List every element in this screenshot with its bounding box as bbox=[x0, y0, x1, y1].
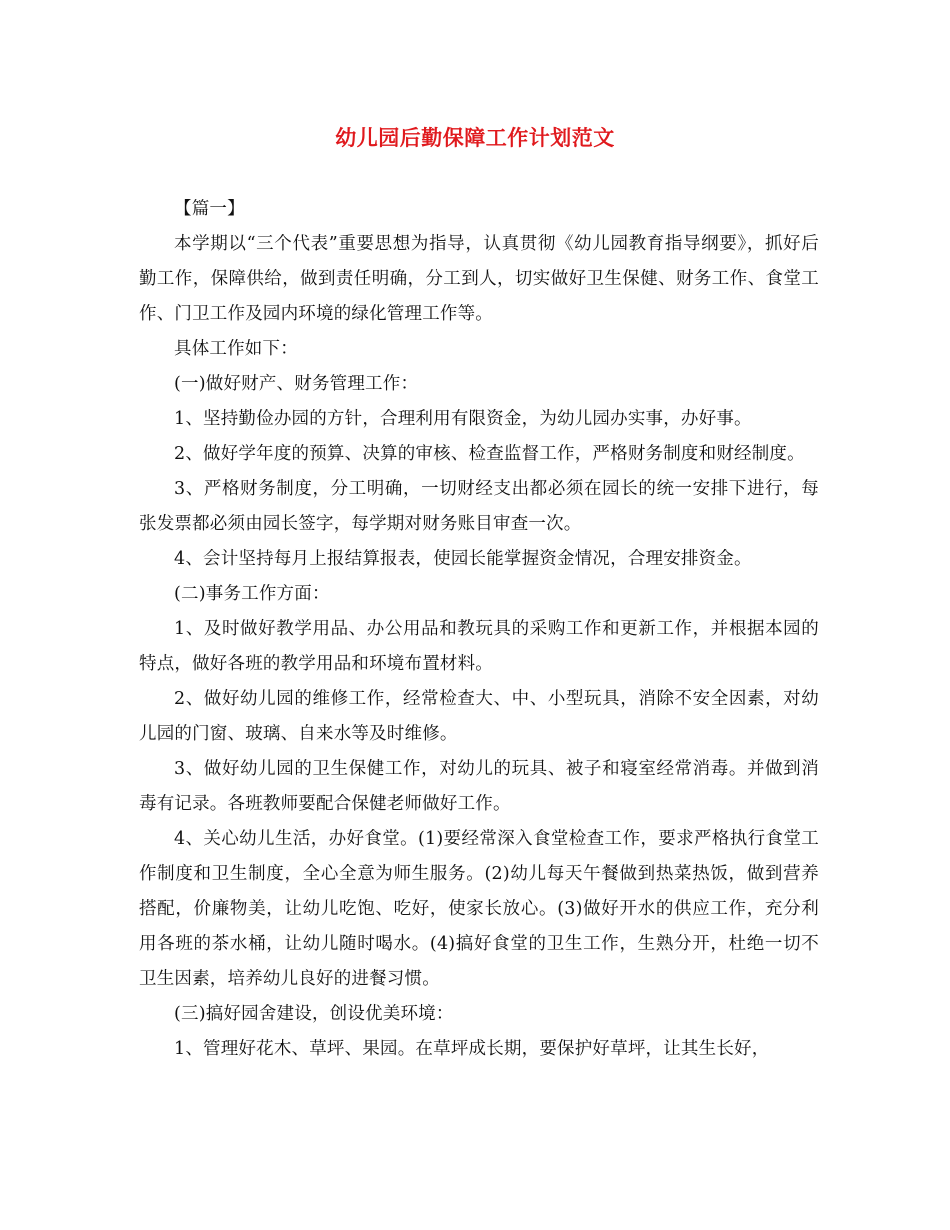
subsection-heading: (二)事务工作方面： bbox=[174, 584, 330, 604]
list-item: 4、关心幼儿生活，办好食堂。(1)要经常深入食堂检查工作，要求严格执行食堂工作制度和卫生制度，全心全意为师生服务。(2)幼儿每天午餐做到热菜热饭，做到营养搭配，价廉物美，让幼儿吃饱、吃好，使家长放心。(3)做好开水的供应工作，充分利用各班的茶水桶，让幼儿随时喝水。(4)搞好食堂的卫生工作，生熟分开，杜绝一切不卫生因素，培养幼儿良好的进餐习惯。 bbox=[139, 829, 819, 989]
list-item: 1、坚持勤俭办园的方针，合理利用有限资金，为幼儿园办实事，办好事。 bbox=[174, 409, 752, 429]
document-title: 幼儿园后勤保障工作计划范文 bbox=[335, 125, 615, 150]
list-item: 1、及时做好教学用品、办公用品和教玩具的采购工作和更新工作，并根据本园的特点，做好各班的教学用品和环境布置材料。 bbox=[139, 619, 819, 674]
list-item: 3、严格财务制度，分工明确，一切财经支出都必须在园长的统一安排下进行，每张发票都必须由园长签字，每学期对财务账目审查一次。 bbox=[139, 479, 819, 534]
list-item: 2、做好学年度的预算、决算的审核、检查监督工作，严格财务制度和财经制度。 bbox=[174, 444, 805, 464]
paragraph: 本学期以“三个代表”重要思想为指导，认真贯彻《幼儿园教育指导纲要》，抓好后勤工作，保障供给，做到责任明确，分工到人，切实做好卫生保健、财务工作、食堂工作、门卫工作及园内环境的绿化管理工作等。 bbox=[139, 234, 819, 324]
document-body bbox=[139, 192, 819, 1067]
section-heading: 【篇一】 bbox=[174, 199, 245, 219]
list-item: 2、做好幼儿园的维修工作，经常检查大、中、小型玩具，消除不安全因素，对幼儿园的门窗、玻璃、自来水等及时维修。 bbox=[139, 689, 819, 744]
list-item: 1、管理好花木、草坪、果园。在草坪成长期，要保护好草坪，让其生长好， bbox=[174, 1039, 770, 1059]
list-item: 3、做好幼儿园的卫生保健工作，对幼儿的玩具、被子和寝室经常消毒。并做到消毒有记录。各班教师要配合保健老师做好工作。 bbox=[139, 759, 819, 814]
list-item: 4、会计坚持每月上报结算报表，使园长能掌握资金情况，合理安排资金。 bbox=[174, 549, 752, 569]
paragraph: 具体工作如下： bbox=[174, 339, 298, 359]
subsection-heading: (三)搞好园舍建设，创设优美环境： bbox=[174, 1004, 454, 1024]
subsection-heading: (一)做好财产、财务管理工作： bbox=[174, 374, 419, 394]
